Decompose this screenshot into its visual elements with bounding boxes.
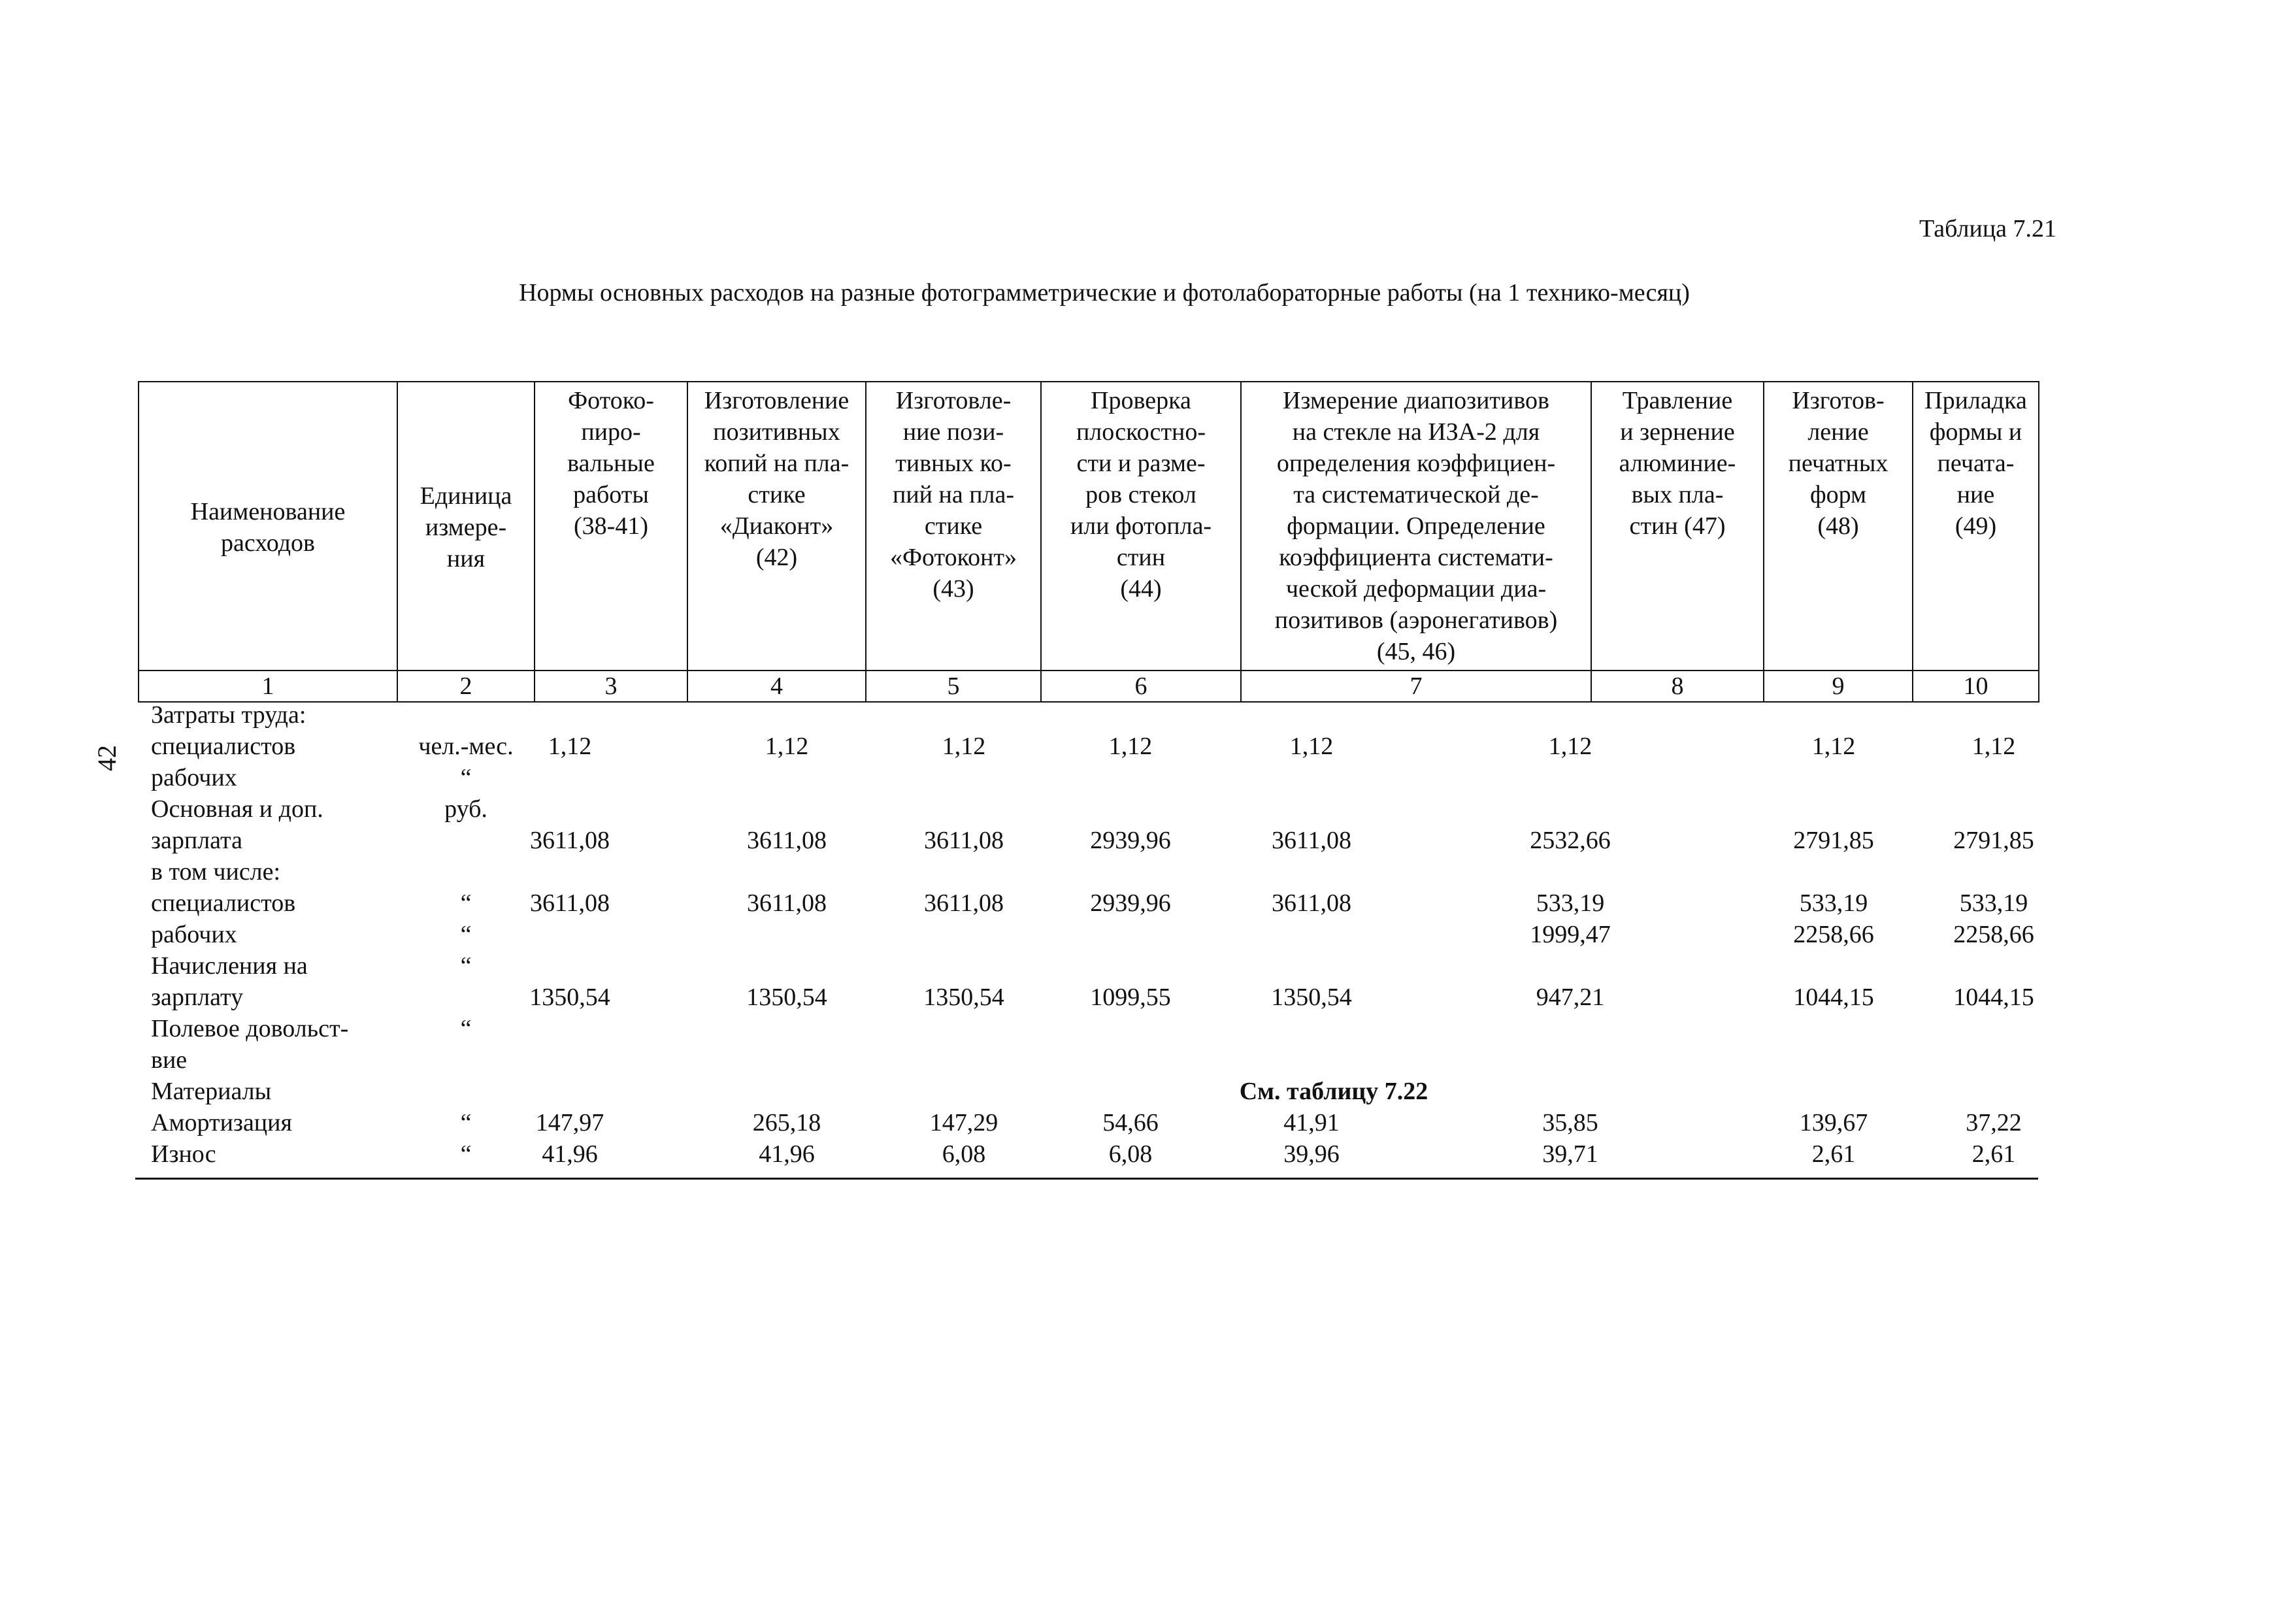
header-table <box>138 381 2039 703</box>
row-value-col-10: 2258,66 <box>1953 921 2034 948</box>
row-value-col-9: 139,67 <box>1799 1109 1868 1136</box>
row-value-col-9: 533,19 <box>1799 889 1868 917</box>
table-row <box>138 825 2038 856</box>
header-cell-col-5: Изготовле- ние пози- тивных ко- пий на пла- стике «Фотоконт» (43) <box>866 382 1041 671</box>
document-title: Нормы основных расходов на разные фотограмметрические и фотолабораторные работы (на 1 технико-месяц) <box>519 279 1690 307</box>
row-value-col-6: 1,12 <box>1108 733 1153 760</box>
row-value-col-9: 1,12 <box>1811 733 1856 760</box>
row-name: Основная и доп. <box>151 795 323 823</box>
row-value-col-7: 41,91 <box>1283 1109 1340 1136</box>
row-value-col-4: 1,12 <box>765 733 809 760</box>
row-value-col-9: 2258,66 <box>1793 921 1874 948</box>
row-unit: “ <box>460 1109 472 1136</box>
row-unit: “ <box>460 889 472 917</box>
row-name: Износ <box>151 1140 216 1168</box>
header-cell-col-10: Приладка формы и печата- ние (49) <box>1913 382 2039 671</box>
row-name: вие <box>151 1046 188 1074</box>
row-value-col-6: 54,66 <box>1102 1109 1159 1136</box>
column-number-9: 9 <box>1764 671 1913 702</box>
table-row <box>138 1138 2038 1170</box>
row-value-col-4: 3611,08 <box>746 827 827 854</box>
row-name: Затраты труда: <box>151 701 306 729</box>
header-cell-col-4: Изготовление позитивных копий на пла- стике «Диаконт» (42) <box>687 382 866 671</box>
row-value-col-6: 6,08 <box>1108 1140 1153 1168</box>
row-name: специалистов <box>151 889 296 917</box>
row-unit: руб. <box>444 795 487 823</box>
row-value-col-7: 1350,54 <box>1271 984 1352 1011</box>
table-row <box>138 1013 2038 1044</box>
table-bottom-rule <box>135 1178 2038 1180</box>
column-number-7: 7 <box>1241 671 1591 702</box>
row-value-col-8: 533,19 <box>1536 889 1605 917</box>
table-row <box>138 762 2038 793</box>
row-name: Материалы <box>151 1078 272 1105</box>
table-body <box>138 699 2038 1180</box>
row-unit: “ <box>460 952 472 980</box>
row-value-col-10: 1,12 <box>1971 733 2016 760</box>
row-value-col-9: 1044,15 <box>1793 984 1874 1011</box>
row-value-col-7: 1,12 <box>1289 733 1334 760</box>
row-name: рабочих <box>151 764 237 791</box>
row-name: зарплату <box>151 984 244 1011</box>
header-cell-col-9: Изготов- ление печатных форм (48) <box>1764 382 1913 671</box>
row-value-col-10: 1044,15 <box>1953 984 2034 1011</box>
row-name: специалистов <box>151 733 296 760</box>
row-value-col-4: 41,96 <box>759 1140 815 1168</box>
table-row <box>138 982 2038 1013</box>
row-name: Амортизация <box>151 1109 292 1136</box>
table-row <box>138 793 2038 825</box>
row-value-col-10: 2791,85 <box>1953 827 2034 854</box>
row-value-col-7: 3611,08 <box>1271 889 1352 917</box>
row-value-col-7: 3611,08 <box>1271 827 1352 854</box>
row-value-col-3: 41,96 <box>542 1140 598 1168</box>
row-value-col-6: 1099,55 <box>1090 984 1171 1011</box>
row-value-col-9: 2791,85 <box>1793 827 1874 854</box>
row-value-col-5: 147,29 <box>929 1109 998 1136</box>
row-value-col-3: 147,97 <box>535 1109 604 1136</box>
row-value-col-4: 3611,08 <box>746 889 827 917</box>
row-value-col-7: 39,96 <box>1283 1140 1340 1168</box>
row-name: в том числе: <box>151 858 281 886</box>
materials-note: См. таблицу 7.22 <box>1239 1078 1428 1105</box>
row-value-col-8: 1999,47 <box>1530 921 1611 948</box>
header-cell-col-2: Единица измере- ния <box>397 382 535 671</box>
row-value-col-3: 1350,54 <box>529 984 610 1011</box>
row-name: зарплата <box>151 827 242 854</box>
row-value-col-8: 947,21 <box>1536 984 1605 1011</box>
row-unit: чел.-мес. <box>418 733 514 760</box>
column-number-10: 10 <box>1913 671 2039 702</box>
column-number-3: 3 <box>535 671 687 702</box>
row-name: Полевое довольст- <box>151 1015 349 1042</box>
row-value-col-8: 35,85 <box>1542 1109 1598 1136</box>
row-value-col-5: 1,12 <box>942 733 986 760</box>
row-value-col-6: 2939,96 <box>1090 827 1171 854</box>
row-value-col-3: 1,12 <box>548 733 592 760</box>
table-label: Таблица 7.21 <box>1919 215 2057 242</box>
row-value-col-5: 1350,54 <box>923 984 1004 1011</box>
table-row <box>138 950 2038 982</box>
row-value-col-4: 1350,54 <box>746 984 827 1011</box>
header-cell-col-8: Травление и зернение алюминие- вых пла- стин (47) <box>1591 382 1764 671</box>
table-row <box>138 1044 2038 1076</box>
row-value-col-8: 2532,66 <box>1530 827 1611 854</box>
row-value-col-10: 37,22 <box>1966 1109 2022 1136</box>
row-value-col-3: 3611,08 <box>529 889 610 917</box>
row-value-col-6: 2939,96 <box>1090 889 1171 917</box>
column-number-5: 5 <box>866 671 1041 702</box>
table-row <box>138 856 2038 887</box>
table-row <box>138 887 2038 919</box>
row-value-col-10: 533,19 <box>1959 889 2028 917</box>
header-cell-col-7: Измерение диапозитивов на стекле на ИЗА-2 для определения коэффициен- та систематической де- формации. Определение коэффициента системати- ческой деформации диа- позитивов (аэронегативов) (45, 46) <box>1241 382 1591 671</box>
row-unit: “ <box>460 921 472 948</box>
row-value-col-9: 2,61 <box>1811 1140 1856 1168</box>
table-row <box>138 919 2038 950</box>
table-row <box>138 731 2038 762</box>
column-number-1: 1 <box>139 671 397 702</box>
table-row <box>138 1076 2038 1107</box>
column-number-6: 6 <box>1041 671 1241 702</box>
header-cell-col-1: Наименование расходов <box>139 382 397 671</box>
column-number-4: 4 <box>687 671 866 702</box>
row-value-col-8: 39,71 <box>1542 1140 1598 1168</box>
row-name: рабочих <box>151 921 237 948</box>
row-value-col-4: 265,18 <box>752 1109 821 1136</box>
header-cell-col-6: Проверка плоскостно- сти и разме- ров стекол или фотопла- стин (44) <box>1041 382 1241 671</box>
row-value-col-5: 6,08 <box>942 1140 986 1168</box>
table-row <box>138 699 2038 731</box>
row-value-col-5: 3611,08 <box>923 889 1004 917</box>
row-unit: “ <box>460 1015 472 1042</box>
table-row <box>138 1107 2038 1138</box>
column-number-8: 8 <box>1591 671 1764 702</box>
column-number-2: 2 <box>397 671 535 702</box>
row-name: Начисления на <box>151 952 308 980</box>
row-value-col-3: 3611,08 <box>529 827 610 854</box>
header-cell-col-3: Фотоко- пиро- вальные работы (38-41) <box>535 382 687 671</box>
row-value-col-10: 2,61 <box>1971 1140 2016 1168</box>
row-unit: “ <box>460 1140 472 1168</box>
row-value-col-5: 3611,08 <box>923 827 1004 854</box>
page-number: 42 <box>92 745 122 771</box>
row-unit: “ <box>460 764 472 791</box>
row-value-col-8: 1,12 <box>1548 733 1592 760</box>
